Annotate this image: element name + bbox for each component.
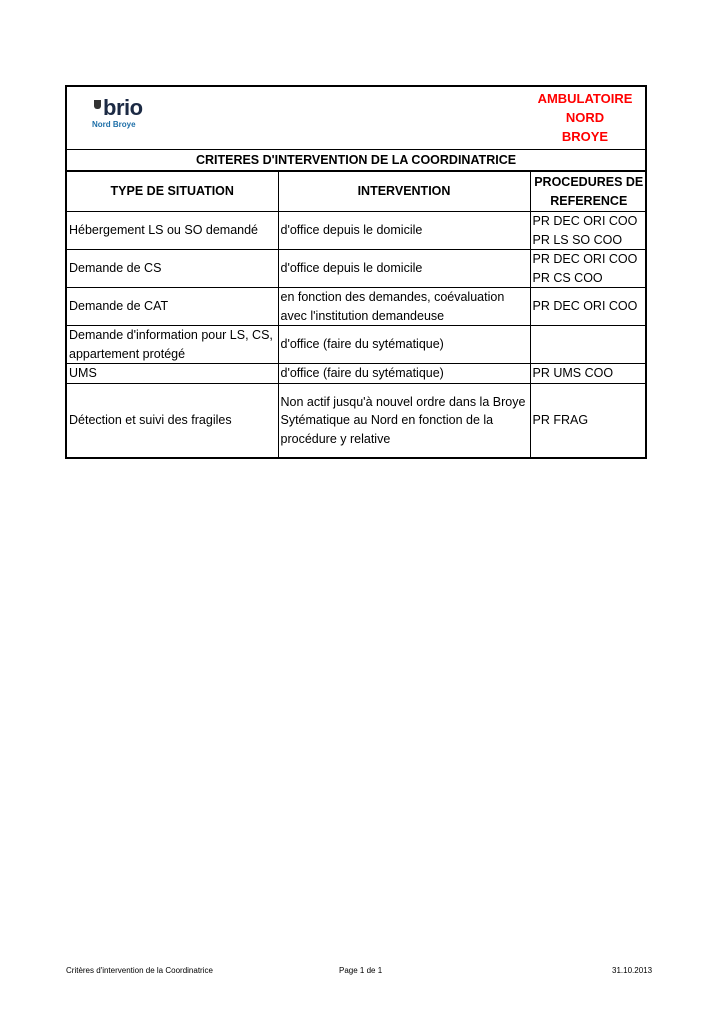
intervention-line: Non actif jusqu'à nouvel ordre dans la Broye <box>280 394 526 409</box>
intervention-cell <box>278 326 530 364</box>
table-header-row <box>67 172 647 212</box>
column-header: TYPE DE SITUATION <box>67 172 278 212</box>
table-row <box>67 288 647 326</box>
procedure-ref: PR DEC ORI COO <box>532 299 638 314</box>
column-header: PROCEDURES DE REFERENCE <box>530 172 647 212</box>
logo-brand: brio <box>103 95 143 120</box>
criteria-table <box>67 171 647 457</box>
procedure-cell <box>530 212 647 250</box>
intervention-line: Sytématique au Nord en fonction de la procédure y relative <box>280 413 494 446</box>
intervention-cell <box>278 288 530 326</box>
situation-type-cell: Hébergement LS ou SO demandé <box>67 212 278 250</box>
intervention-cell <box>278 383 530 457</box>
situation-type-cell: UMS <box>67 364 278 384</box>
footer-page: Page 1 de 1 <box>339 966 383 975</box>
procedure-ref: PR DEC ORI COO <box>532 252 638 266</box>
procedure-ref: PR FRAG <box>532 413 589 427</box>
sheet-header <box>67 87 645 150</box>
table-title: CRITERES D'INTERVENTION DE LA COORDINATRICE <box>67 150 645 171</box>
intervention-line: d'office (faire du sytématique) <box>280 337 444 352</box>
brio-logo <box>78 93 158 139</box>
intervention-line: en fonction des demandes, coévaluation avec l'institution demandeuse <box>280 290 505 323</box>
intervention-cell <box>278 212 530 250</box>
intervention-line: d'office depuis le domicile <box>280 261 423 276</box>
footer-left: Critères d'intervention de la Coordinatrice <box>66 966 213 975</box>
procedure-cell <box>530 364 647 384</box>
situation-type-cell: Demande de CAT <box>67 288 278 326</box>
intervention-cell <box>278 364 530 384</box>
intervention-line: d'office depuis le domicile <box>280 223 423 238</box>
procedure-cell <box>530 383 647 457</box>
table-row <box>67 250 647 288</box>
procedure-cell <box>530 250 647 288</box>
table-row <box>67 326 647 364</box>
procedure-cell <box>530 288 647 326</box>
situation-type-cell: Demande d'information pour LS, CS, appartement protégé <box>67 326 278 364</box>
procedure-cell <box>530 326 647 364</box>
procedure-ref: PR LS SO COO <box>532 232 623 247</box>
situation-type-cell: Détection et suivi des fragiles <box>67 383 278 457</box>
footer-date: 31.10.2013 <box>612 966 653 975</box>
region-line: AMBULATOIRE <box>537 91 633 106</box>
procedure-ref: PR CS COO <box>532 270 603 285</box>
procedure-ref: PR DEC ORI COO <box>532 214 638 228</box>
intervention-line: d'office (faire du sytématique) <box>280 366 444 380</box>
region-line: BROYE <box>561 129 609 144</box>
document-sheet <box>65 85 647 459</box>
table-row <box>67 212 647 250</box>
crest-icon <box>94 100 101 109</box>
logo-subtitle: Nord Broye <box>92 120 136 129</box>
region-line: NORD <box>565 110 605 125</box>
region-label <box>535 89 635 146</box>
situation-type-cell: Demande de CS <box>67 250 278 288</box>
table-row <box>67 383 647 457</box>
column-header: INTERVENTION <box>278 172 530 212</box>
intervention-cell <box>278 250 530 288</box>
procedure-ref: PR UMS COO <box>532 366 614 380</box>
table-row <box>67 364 647 384</box>
